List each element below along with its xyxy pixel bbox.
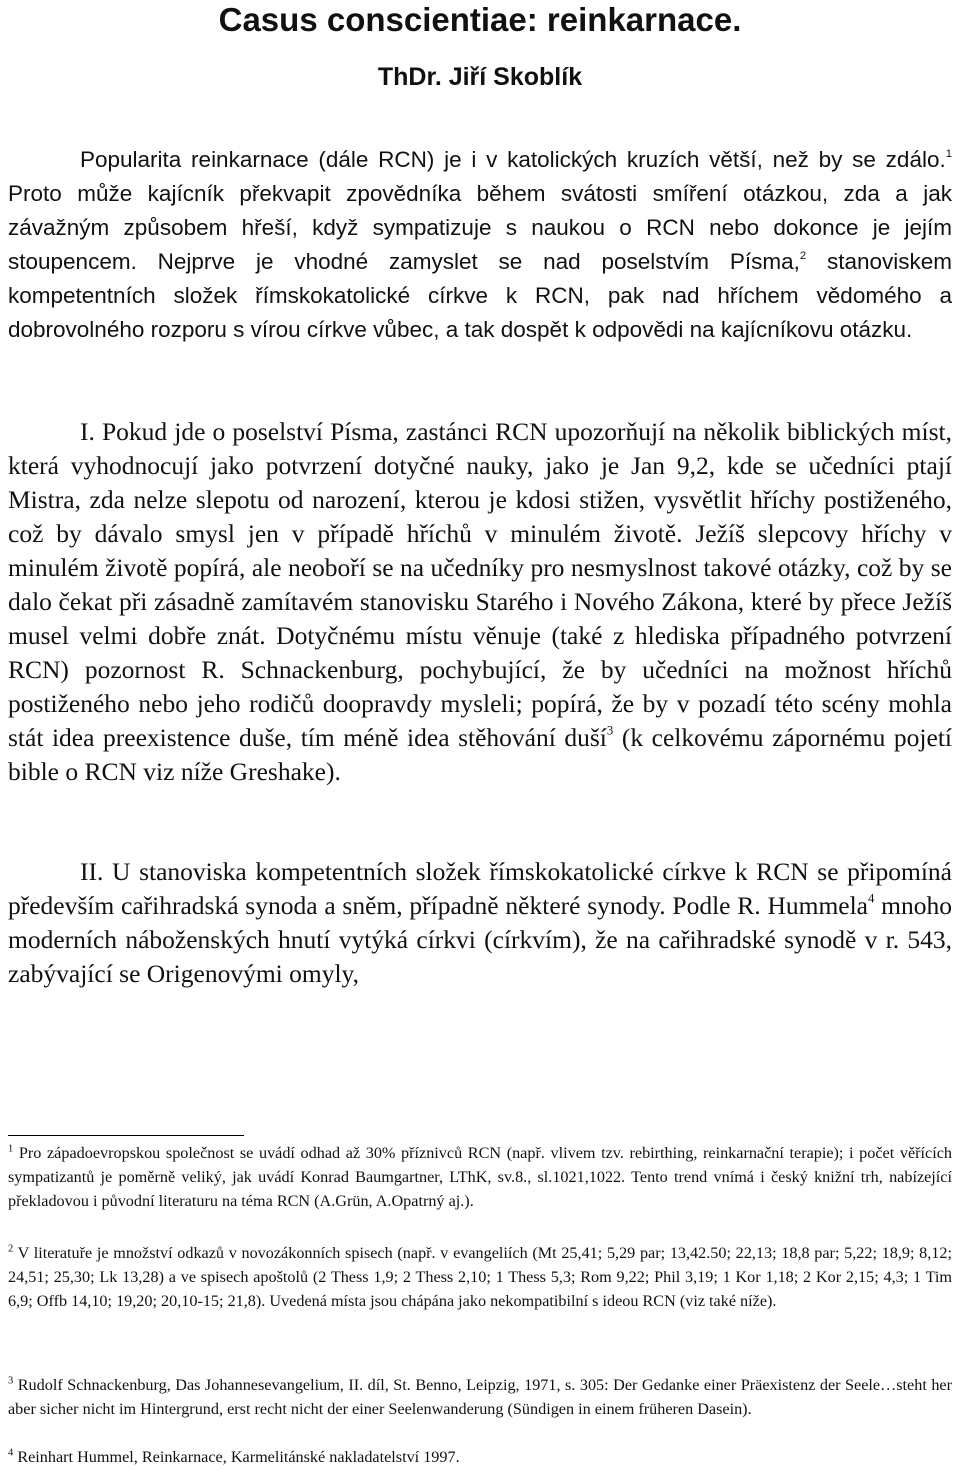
- intro-paragraph: [8, 143, 952, 347]
- footnote-text-4: Reinhart Hummel, Reinkarnace, Karmelitánské nakladatelství 1997.: [13, 1448, 460, 1466]
- author-name: ThDr. Jiří Skoblík: [377, 63, 583, 91]
- section-1-text-2: (k celkovému zápornému pojetí bible o RCN viz níže Greshake).: [8, 723, 952, 786]
- document-title: Casus conscientiae: reinkarnace.: [218, 1, 742, 38]
- section-2-text-2: mnoho moderních náboženských hnutí vytýká církvi (církvím), že na cařihradské synodě v r. 543, zabývající se Origenovými omyly,: [8, 891, 952, 988]
- footnote-ref-2[interactable]: 2: [799, 249, 807, 262]
- intro-text-2: Proto může kajícník překvapit zpovědníka během svátosti smíření otázkou, zda a jak závažným způsobem hřeší, když sympatizuje s naukou o RCN nebo dokonce je jejím stoupencem. Nejprve je vhodné zamyslet se nad poselstvím Písma,: [8, 181, 952, 274]
- footnote-ref-1[interactable]: 1: [945, 147, 952, 160]
- footnote-2: [8, 1241, 952, 1314]
- footnote-ref-4[interactable]: 4: [868, 891, 875, 906]
- footnote-4: [8, 1445, 952, 1469]
- intro-text-3: stanoviskem kompetentních složek římskokatolické církve k RCN, pak nad hříchem vědomého a dobrovolného rozporu s vírou církve vůbec, a tak dospět k odpovědi na kajícníkovu otázku.: [8, 249, 952, 342]
- footnote-text-2: V literatuře je množství odkazů v novozákonních spisech (např. v evangeliích (Mt 25,41; 5,29 par; 13,42.50; 22,13; 18,8 par; 5,22; 18,9; 8,12; 24,51; 25,30; Lk 13,28) a ve spisech apoštolů (2 Thess 1,9; 2 Thess 2,10; 1 Thess 5,3; Rom 9,22; Phil 3,19; 1 Kor 1,18; 2 Kor 2,15; 4,3; 1 Tim 6,9; Offb 14,10; 19,20; 20,10-15; 21,8). Uvedená místa jsou chápána jako nekompatibilní s ideou RCN (viz také níže).: [8, 1244, 952, 1311]
- footnote-number-2: 2: [8, 1243, 14, 1255]
- footnote-text-1: Pro západoevropskou společnost se uvádí odhad až 30% příznivců RCN (např. vlivem tzv. rebirthing, reinkarnační terapie); i počet věřících sympatizantů je poměrně veliký, jak uvádí Konrad Baumgartner, LThK, sv.8., sl.1021,1022. Tento trend vnímá i český knižní trh, nabízející překladovou i původní literaturu na téma RCN (A.Grün, A.Opatrný aj.).: [8, 1144, 952, 1211]
- footnote-ref-3[interactable]: 3: [606, 723, 614, 738]
- section-1-text-1: I. Pokud jde o poselství Písma, zastánci RCN upozorňují na několik biblických míst, která vyhodnocují jako potvrzení dotyčné nauky, jako je Jan 9,2, kde se učedníci ptají Mistra, zda nelze slepotu od narození, kterou je kdosi stižen, vysvětlit hříchy postiženého, což by dávalo smysl jen v případě hříchů v minulém životě. Ježíš slepcovy hříchy v minulém životě popírá, ale neoboří se na učedníky pro nesmyslnost takové otázky, což by se dalo čekat při zásadně zamítavém stanovisku Starého i Nového Zákona, které by přece Ježíš musel velmi dobře znát. Dotyčnému místu věnuje (také z hlediska případného potvrzení RCN) pozornost R. Schnackenburg, pochybující, že by učedníci na možnost hříchů postiženého nebo jeho rodičů doopravdy mysleli; popírá, že by v pozadí této scény mohla stát idea preexistence duše, tím méně idea stěhování duší: [8, 417, 952, 752]
- footnote-number-4: 4: [8, 1447, 14, 1459]
- section-2-text-1: II. U stanoviska kompetentních složek římskokatolické církve k RCN se připomíná především cařihradská synoda a sněm, případně některé synody. Podle R. Hummela: [8, 857, 952, 920]
- footnote-number-1: 1: [8, 1143, 14, 1155]
- footnote-divider: [8, 1135, 244, 1136]
- section-2-paragraph: [8, 855, 952, 991]
- section-1-paragraph: [8, 415, 952, 789]
- intro-text-1: Popularita reinkarnace (dále RCN) je i v katolických kruzích větší, než by se zdálo.: [80, 147, 946, 172]
- footnote-3: [8, 1373, 952, 1421]
- footnote-text-3: Rudolf Schnackenburg, Das Johannesevangelium, II. díl, St. Benno, Leipzig, 1971, s. 305: Der Gedanke einer Präexistenz der Seele…steht her aber sicher nicht im Hintergrund, erst recht nicht der einer Seelenwanderung (Sündigen in einem früheren Dasein).: [8, 1376, 952, 1419]
- footnote-number-3: 3: [8, 1375, 14, 1387]
- footnote-1: [8, 1141, 952, 1214]
